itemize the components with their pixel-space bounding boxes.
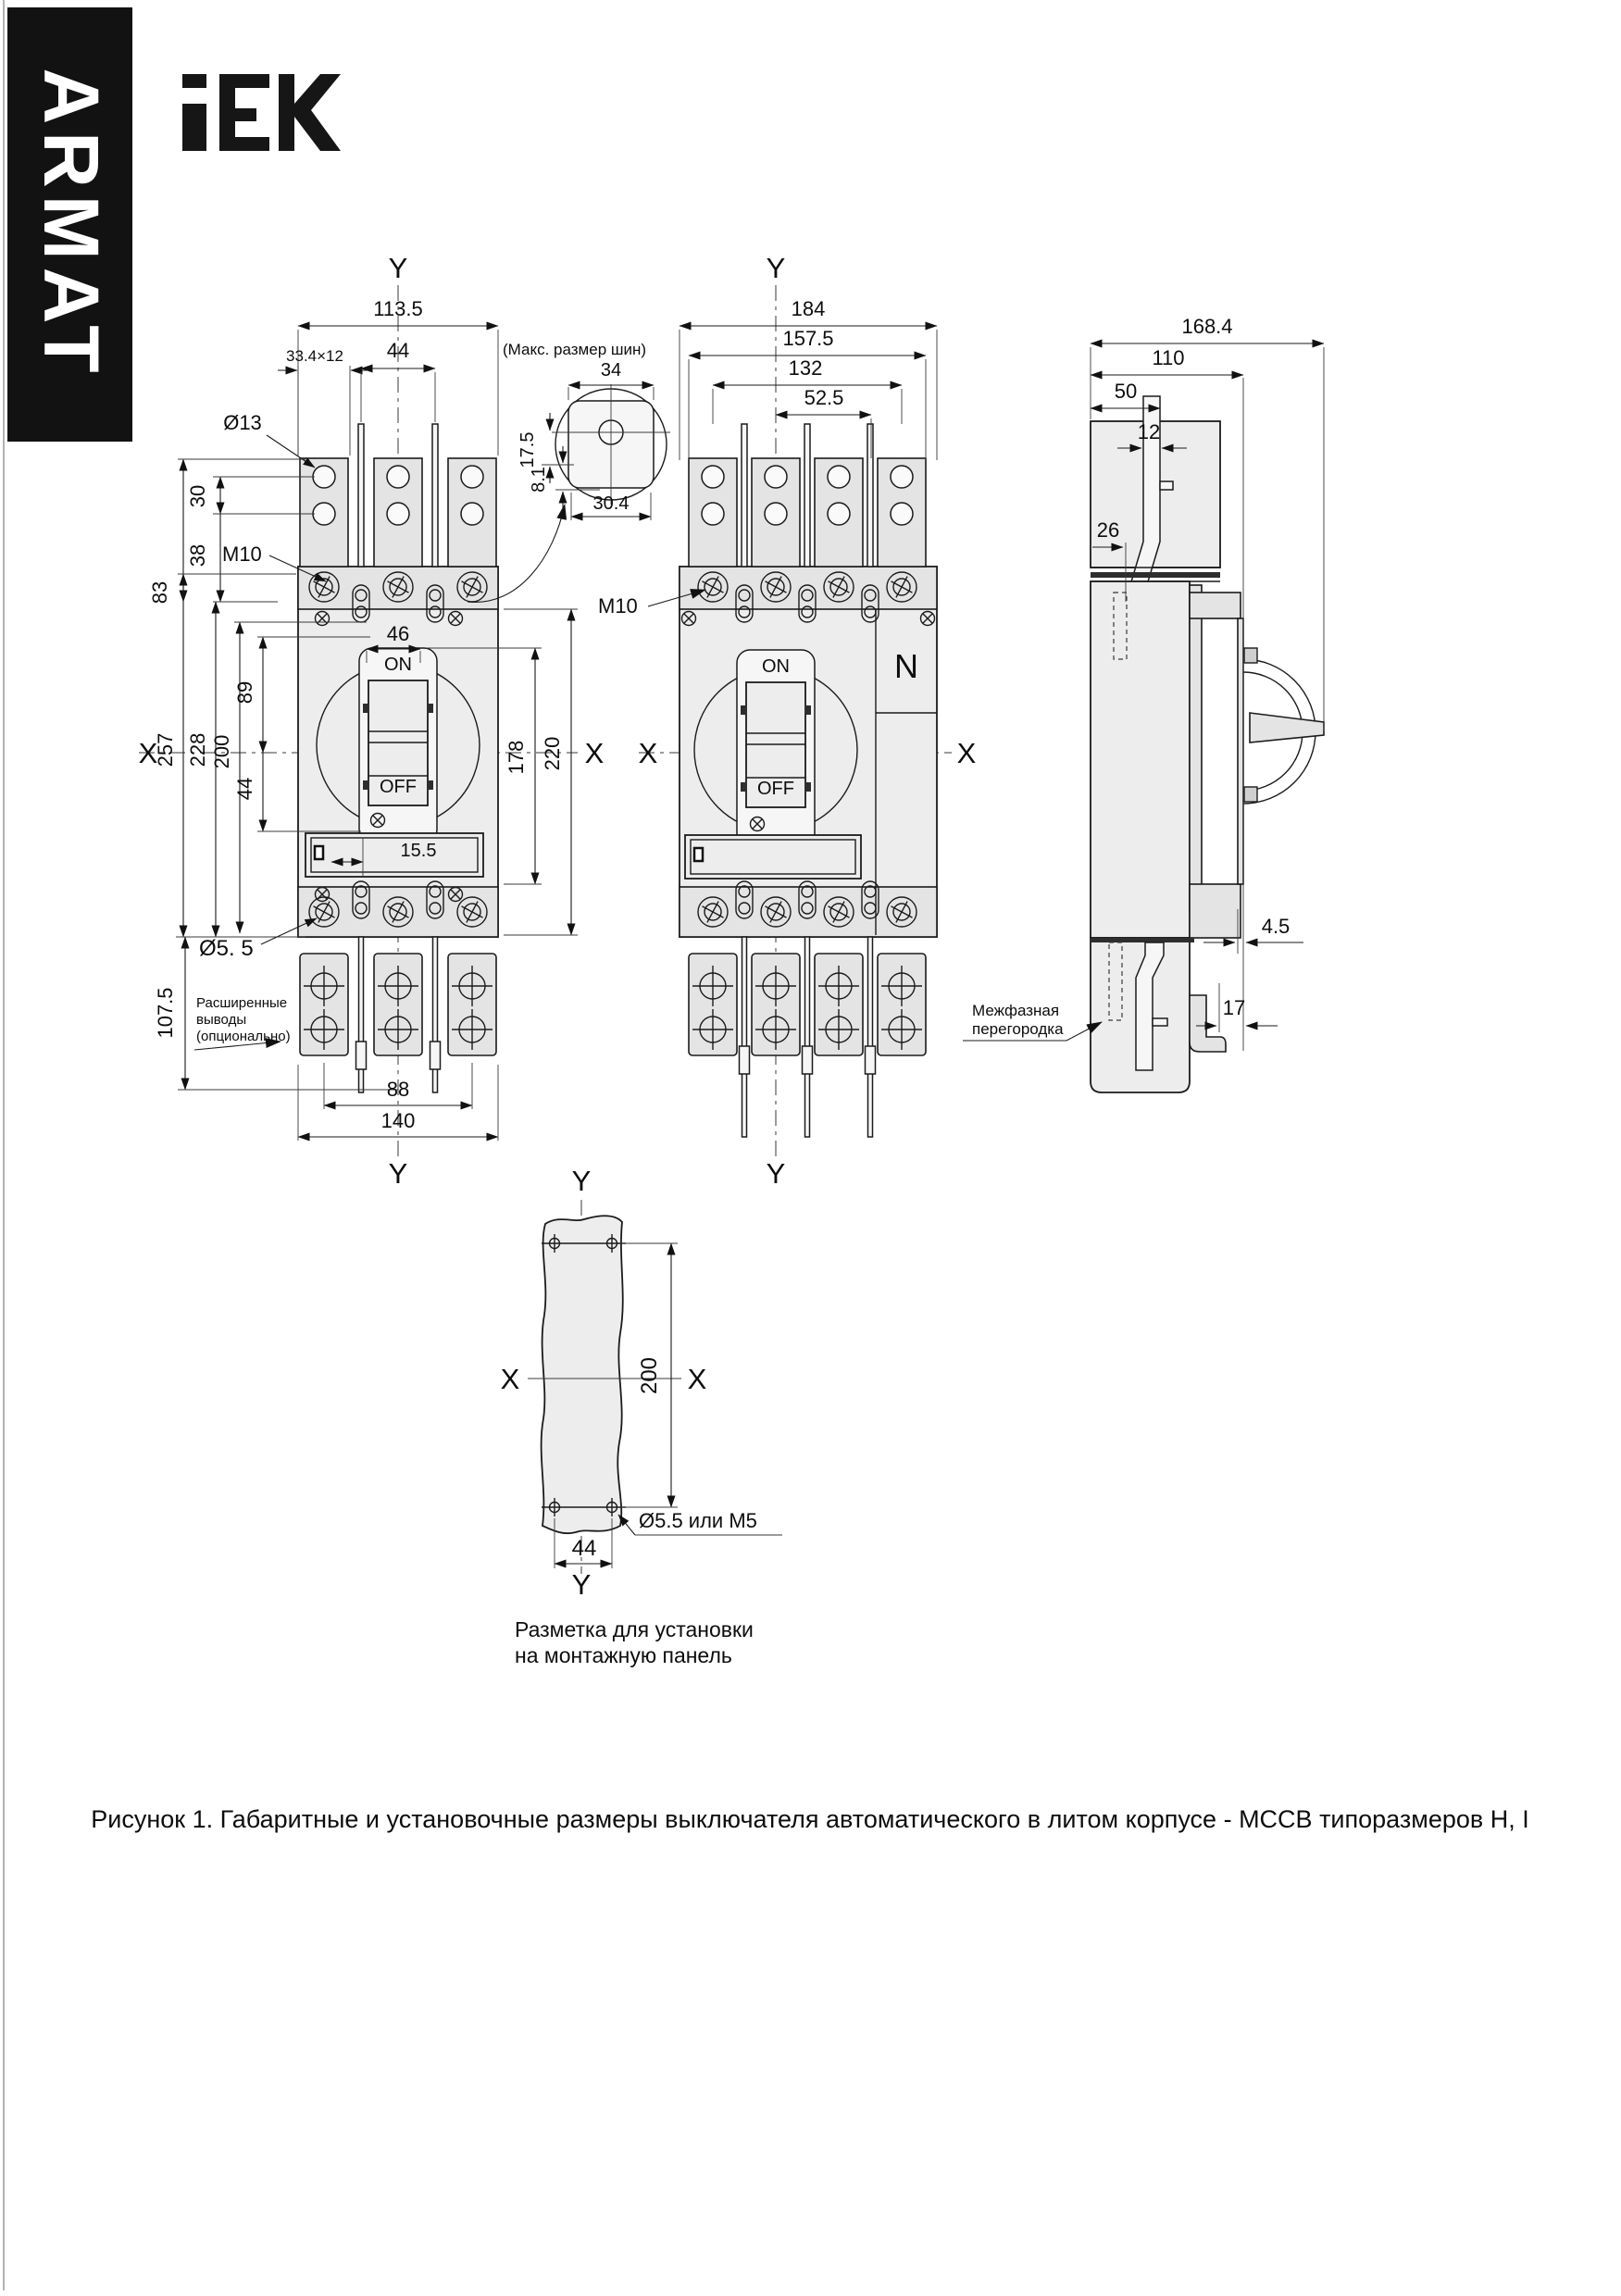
- svg-text:46: 46: [386, 622, 410, 645]
- mounting-template: [501, 1165, 782, 1667]
- svg-text:168.4: 168.4: [1181, 315, 1233, 338]
- axis-x-right-template: X: [687, 1363, 707, 1395]
- svg-text:178: 178: [505, 740, 528, 775]
- svg-text:50: 50: [1114, 380, 1138, 403]
- dim-lug-section: [278, 347, 370, 455]
- bus-note: (Макс. размер шин): [503, 341, 647, 358]
- dim-17: [1196, 983, 1278, 1032]
- svg-text:200: 200: [637, 1356, 662, 1395]
- breaker-body-4p: [680, 424, 937, 1137]
- axis-x-right-3p: X: [584, 737, 605, 769]
- side-view: [963, 315, 1324, 1092]
- svg-text:Расширенные: Расширенные: [196, 995, 288, 1011]
- svg-text:157.5: 157.5: [782, 327, 834, 350]
- svg-text:110: 110: [1152, 346, 1185, 369]
- svg-text:200: 200: [210, 734, 233, 769]
- note-extended-terminals: [194, 995, 291, 1050]
- label-off-4p: OFF: [757, 779, 794, 799]
- svg-text:33.4×12: 33.4×12: [286, 347, 343, 365]
- svg-text:17: 17: [1222, 996, 1246, 1019]
- svg-text:30.4: 30.4: [592, 493, 630, 514]
- svg-text:52.5: 52.5: [804, 386, 844, 409]
- label-neutral: N: [894, 647, 918, 685]
- label-off-3p: OFF: [380, 777, 417, 797]
- svg-text:30: 30: [186, 484, 209, 508]
- svg-text:140: 140: [380, 1109, 416, 1132]
- svg-text:113.5: 113.5: [373, 297, 423, 320]
- axis-x-left-4p: X: [638, 737, 658, 769]
- side-body: [1091, 378, 1324, 1092]
- svg-text:Межфазная: Межфазная: [972, 1002, 1060, 1019]
- armat-banner: [7, 7, 132, 442]
- template-plate: [542, 1216, 623, 1533]
- axis-y-bottom-template: Y: [571, 1568, 592, 1601]
- figure-caption: Рисунок 1. Габаритные и установочные размеры выключателя автоматического в литом корпусе - МССВ типоразмеров Н, I: [91, 1805, 1529, 1833]
- axis-x-right-4p: X: [956, 737, 977, 769]
- svg-text:184: 184: [791, 297, 826, 320]
- label-on-3p: ON: [384, 655, 412, 675]
- svg-text:88: 88: [386, 1078, 410, 1101]
- front-view-3p: [139, 252, 605, 1190]
- svg-text:15.5: 15.5: [400, 841, 437, 861]
- dim-83-30-38: [148, 459, 315, 604]
- svg-text:перегородка: перегородка: [972, 1020, 1064, 1038]
- svg-text:228: 228: [186, 732, 209, 767]
- svg-text:8.1: 8.1: [529, 467, 549, 493]
- breaker-body-3p: [298, 424, 498, 1092]
- label-on-4p: ON: [762, 656, 790, 677]
- front-view-4p: [598, 252, 977, 1190]
- svg-text:Ø13: Ø13: [223, 411, 262, 434]
- svg-text:M10: M10: [222, 543, 262, 566]
- dim-template-200: [620, 1243, 678, 1507]
- svg-text:220: 220: [541, 736, 564, 771]
- axis-x-left-template: X: [500, 1363, 520, 1395]
- axis-y-top-4p: Y: [766, 252, 786, 284]
- dim-bus-30-4: [571, 493, 651, 520]
- template-caption-line1: Разметка для установки: [515, 1617, 754, 1641]
- axis-x-left-3p: X: [138, 737, 158, 769]
- note-interphase-barrier: [963, 1002, 1102, 1041]
- svg-text:(опционально): (опционально): [196, 1029, 291, 1044]
- axis-y-top-template: Y: [571, 1165, 592, 1197]
- svg-text:257: 257: [154, 732, 177, 767]
- svg-text:M10: M10: [598, 594, 638, 618]
- svg-text:Ø5.5 или М5: Ø5.5 или М5: [639, 1509, 757, 1532]
- svg-text:44: 44: [571, 1536, 597, 1561]
- svg-text:выводы: выводы: [196, 1012, 247, 1028]
- svg-text:38: 38: [186, 543, 209, 568]
- svg-text:26: 26: [1096, 518, 1120, 542]
- axis-y-bottom-3p: Y: [388, 1157, 408, 1190]
- axis-y-top-3p: Y: [388, 252, 408, 284]
- svg-text:12: 12: [1137, 420, 1161, 443]
- svg-text:4.5: 4.5: [1261, 915, 1291, 938]
- svg-text:83: 83: [148, 580, 171, 605]
- svg-text:89: 89: [233, 680, 256, 705]
- svg-text:17.5: 17.5: [517, 431, 538, 468]
- svg-text:107.5: 107.5: [154, 987, 177, 1039]
- series-banner-label: ARMAT: [28, 68, 115, 381]
- iek-logo: [182, 74, 341, 151]
- svg-text:Ø5. 5: Ø5. 5: [199, 936, 254, 961]
- svg-text:44: 44: [233, 777, 256, 801]
- callout-template-hole: [618, 1509, 782, 1535]
- template-caption-line2: на монтажную панель: [515, 1643, 732, 1667]
- svg-text:44: 44: [386, 339, 410, 362]
- axis-y-bottom-4p: Y: [766, 1157, 786, 1190]
- svg-text:34: 34: [600, 360, 622, 381]
- svg-text:132: 132: [788, 356, 823, 380]
